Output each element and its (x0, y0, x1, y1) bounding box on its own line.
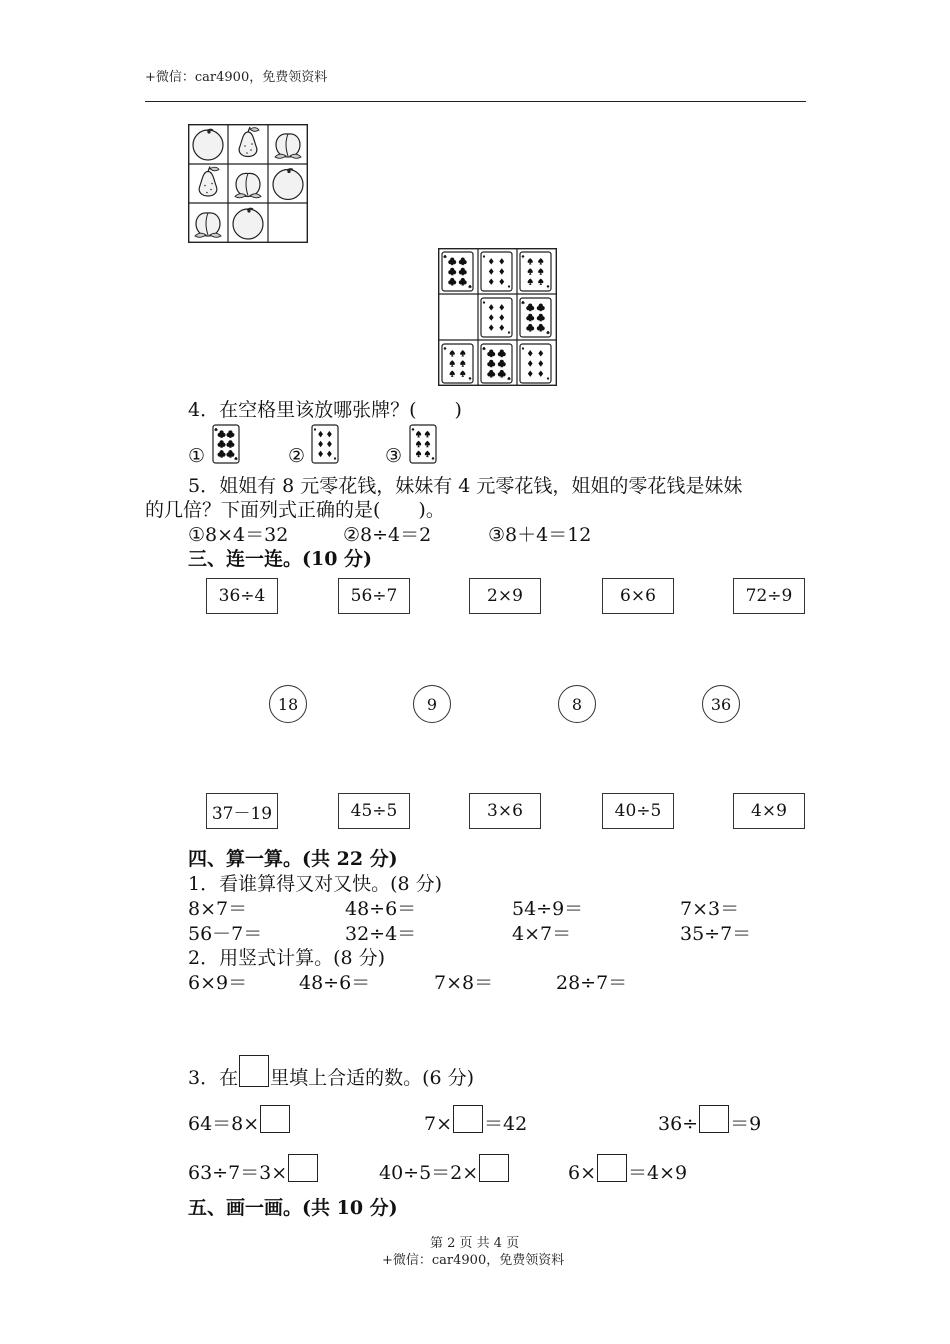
match-top-5[interactable]: 72÷9 (733, 578, 805, 614)
q4-3-title-pre: 3．在 (188, 1067, 239, 1089)
match-top-2[interactable]: 56÷7 (338, 578, 410, 614)
pear-icon (199, 167, 219, 197)
match-bottom-2[interactable]: 45÷5 (338, 793, 410, 829)
fill-3 (658, 1105, 761, 1136)
fill-3-text-b: ＝9 (730, 1113, 762, 1135)
match-bottom-4[interactable]: 40÷5 (602, 793, 674, 829)
clubs-card-icon (442, 252, 473, 291)
spades-card-icon (442, 344, 473, 383)
match-bottom-1[interactable]: 37－19 (206, 793, 278, 829)
q5-option-3[interactable]: ③8＋4＝12 (488, 524, 592, 546)
page-number: 第 2 页 共 4 页 (430, 1236, 520, 1251)
q4-option-2-marker: ② (288, 445, 306, 467)
fill-3-text-a: 36÷ (658, 1113, 699, 1135)
calc-4: 7×3＝ (680, 898, 740, 920)
match-circle-4[interactable]: 36 (702, 685, 740, 723)
calc-1: 8×7＝ (188, 898, 248, 920)
fill-2-text-a: 7× (424, 1113, 453, 1135)
q4-text: 4．在空格里该放哪张牌？( ) (188, 399, 462, 421)
q4-3-title-post: 里填上合适的数。(6 分) (270, 1067, 475, 1089)
orange-icon (273, 169, 303, 200)
section4-title: 四、算一算。(共 22 分) (188, 848, 398, 870)
q4-option-3-card[interactable] (409, 424, 437, 464)
fill-6 (568, 1154, 687, 1185)
vertical-calc-4: 28÷7＝ (556, 972, 628, 994)
q4-3-title (188, 1055, 474, 1090)
fill-3-blank[interactable] (699, 1105, 729, 1133)
clubs-card-icon (213, 425, 239, 463)
orange-icon (193, 129, 223, 160)
fill-4-text: 63÷7＝3× (188, 1162, 288, 1184)
fill-4 (188, 1154, 319, 1185)
calc-6: 32÷4＝ (345, 923, 417, 945)
q4-option-3-marker: ③ (385, 445, 403, 467)
q5-option-2[interactable]: ②8÷4＝2 (343, 524, 432, 546)
diamonds-card-icon (312, 425, 338, 463)
match-circle-1[interactable]: 18 (269, 685, 307, 723)
section3-title: 三、连一连。(10 分) (188, 548, 373, 570)
fill-5 (379, 1154, 510, 1185)
vertical-calc-3: 7×8＝ (434, 972, 494, 994)
fill-1-text: 64＝8× (188, 1113, 260, 1135)
diamonds-card-icon (520, 344, 551, 383)
calc-3: 54÷9＝ (512, 898, 584, 920)
header-rule (145, 101, 806, 102)
fill-2-text-b: ＝42 (484, 1113, 528, 1135)
match-bottom-3[interactable]: 3×6 (469, 793, 541, 829)
q4-1-title: 1．看谁算得又对又快。(8 分) (188, 873, 443, 895)
fill-2 (424, 1105, 527, 1136)
fill-6-text-b: ＝4×9 (628, 1162, 688, 1184)
match-circle-2[interactable]: 9 (413, 685, 451, 723)
card-grid (438, 248, 557, 386)
orange-icon (233, 208, 263, 239)
match-top-3[interactable]: 2×9 (469, 578, 541, 614)
vertical-calc-2: 48÷6＝ (299, 972, 371, 994)
q4-option-1-marker: ① (188, 445, 206, 467)
match-bottom-5[interactable]: 4×9 (733, 793, 805, 829)
peach-icon (235, 173, 261, 197)
q4-option-1-card[interactable] (212, 424, 240, 464)
spades-card-icon (520, 252, 551, 291)
q4-2-title: 2．用竖式计算。(8 分) (188, 947, 386, 969)
match-top-4[interactable]: 6×6 (602, 578, 674, 614)
diamonds-card-icon (481, 252, 512, 291)
section5-title: 五、画一画。(共 10 分) (188, 1197, 398, 1219)
vertical-calc-1: 6×9＝ (188, 972, 248, 994)
fill-1-blank[interactable] (260, 1105, 290, 1133)
calc-8: 35÷7＝ (680, 923, 752, 945)
match-top-1[interactable]: 36÷4 (206, 578, 278, 614)
fill-1 (188, 1105, 291, 1136)
blank-box-example (239, 1055, 269, 1087)
fruit-grid (188, 124, 308, 243)
clubs-card-icon (481, 344, 512, 383)
fill-4-blank[interactable] (288, 1154, 318, 1182)
fill-2-blank[interactable] (453, 1105, 483, 1133)
spades-card-icon (410, 425, 436, 463)
clubs-card-icon (520, 298, 551, 337)
calc-2: 48÷6＝ (345, 898, 417, 920)
fill-5-blank[interactable] (479, 1154, 509, 1182)
match-circle-3[interactable]: 8 (558, 685, 596, 723)
peach-icon (195, 213, 221, 237)
q5-line1: 5．姐姐有 8 元零花钱，妹妹有 4 元零花钱，姐姐的零花钱是妹妹 (188, 475, 743, 497)
fill-5-text: 40÷5＝2× (379, 1162, 479, 1184)
pear-icon (239, 127, 259, 157)
q5-line2: 的几倍？下面列式正确的是( )。 (145, 499, 445, 521)
q4-option-2-card[interactable] (311, 424, 339, 464)
footer-watermark: +微信：car4900，免费领资料 (382, 1253, 565, 1268)
peach-icon (275, 134, 301, 158)
q5-option-1[interactable]: ①8×4＝32 (188, 524, 289, 546)
header-watermark: +微信：car4900，免费领资料 (145, 70, 328, 85)
diamonds-card-icon (481, 298, 512, 337)
calc-7: 4×7＝ (512, 923, 572, 945)
fill-6-blank[interactable] (597, 1154, 627, 1182)
fill-6-text-a: 6× (568, 1162, 597, 1184)
calc-5: 56－7＝ (188, 923, 263, 945)
